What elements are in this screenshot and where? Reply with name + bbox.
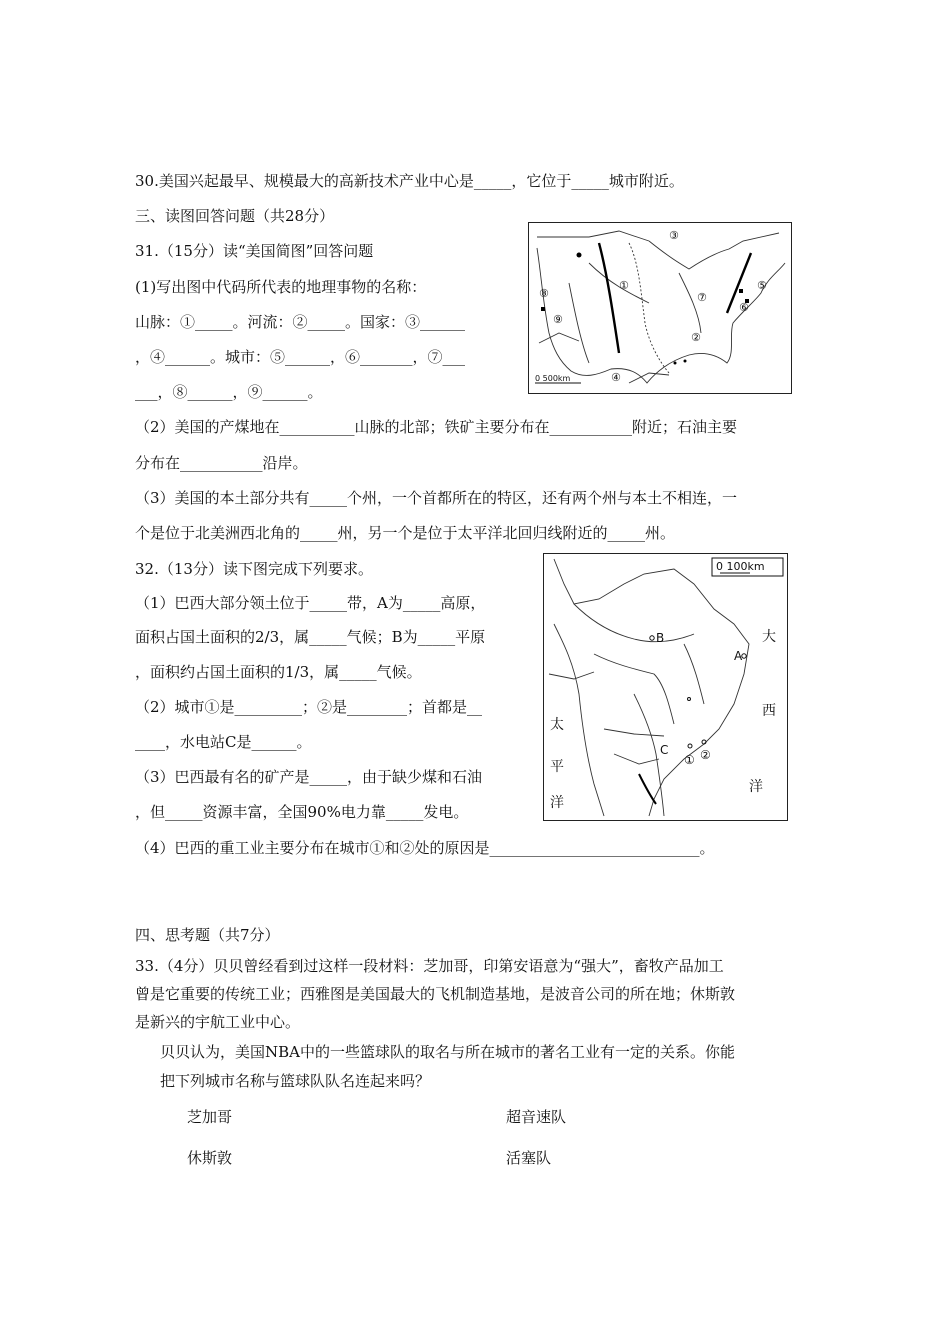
q31-line-8: 个是位于北美洲西北角的_____州，另一个是位于太平洋北回归线附近的_____州。 (135, 524, 676, 542)
city-marker (739, 289, 743, 293)
usa-map (528, 222, 792, 394)
point-b-marker (650, 636, 654, 640)
q32-line-1: （1）巴西大部分领土位于_____带，A为_____高原， (135, 594, 486, 612)
team-pistons: 活塞队 (506, 1149, 552, 1167)
pacific-label-3: 洋 (550, 795, 564, 811)
usa-label-2: ② (691, 331, 701, 344)
q31-line-4: ___，⑧______，⑨______。 (135, 383, 323, 401)
usa-label-3: ③ (669, 229, 679, 242)
city-marker (674, 362, 677, 365)
usa-label-1: ① (619, 279, 629, 292)
q32-line-2: 面积占国土面积的2/3，属_____气候；B为_____平原 (135, 628, 486, 646)
city-marker (577, 253, 582, 258)
q33-line-4: 贝贝认为，美国NBA中的一些篮球队的取名与所在城市的著名工业有一定的关系。你能 (160, 1043, 735, 1061)
section-3-heading: 三、读图回答问题（共28分） (135, 207, 335, 225)
q32-line-3: ，面积约占国土面积的1/3，属_____气候。 (135, 663, 422, 681)
city-chicago: 芝加哥 (187, 1108, 233, 1126)
point-a-label: A (734, 649, 743, 663)
q33-line-2: 曾是它重要的传统工业；西雅图是美国最大的飞机制造基地，是波音公司的所在地；休斯敦 (135, 985, 736, 1003)
q32-line-6: （3）巴西最有名的矿产是_____，由于缺少煤和石油 (135, 768, 483, 786)
q33-line-1: 33.（4分）贝贝曾经看到过这样一段材料：芝加哥，印第安语意为“强大”，畜牧产品加工 (135, 957, 724, 975)
team-supersonics: 超音速队 (506, 1108, 567, 1126)
q32-title: 32.（13分）读下图完成下列要求。 (135, 560, 373, 578)
city-1-label: ① (684, 753, 695, 767)
city-houston: 休斯敦 (187, 1149, 233, 1167)
point-a-marker (742, 654, 746, 658)
capital-marker (688, 698, 691, 701)
q32-line-8: （4）巴西的重工业主要分布在城市①和②处的原因是____________________________。 (135, 839, 715, 857)
q32-line-7: ，但_____资源丰富，全国90%电力靠_____发电。 (135, 803, 469, 821)
q33-line-5: 把下列城市名称与篮球队队名连起来吗？ (160, 1072, 431, 1090)
usa-label-9: ⑨ (553, 313, 563, 326)
city-marker (684, 360, 687, 363)
q31-line-2: 山脉：①_____。河流：②_____。国家：③______ (135, 313, 466, 331)
q31-line-5: （2）美国的产煤地在__________山脉的北部；铁矿主要分布在___________附近；石油主要 (135, 418, 738, 436)
station-c-label: C (660, 743, 669, 757)
city-1-marker (688, 744, 692, 748)
atlantic-label-2: 西 (762, 703, 776, 719)
brazil-map (543, 553, 788, 821)
q31-line-7: （3）美国的本土部分共有_____个州，一个首都所在的特区，还有两个州与本土不相连，一 (135, 489, 738, 507)
question-30: 30.美国兴起最早、规模最大的高新技术产业中心是_____，它位于_____城市附近。 (135, 172, 684, 190)
q31-line-6: 分布在___________沿岸。 (135, 454, 308, 472)
usa-label-4: ④ (611, 371, 621, 384)
atlantic-label-3: 洋 (749, 779, 763, 795)
q31-title: 31.（15分）读“美国简图”回答问题 (135, 242, 374, 260)
brazil-scale-label: 0 100km (716, 560, 765, 573)
usa-label-7: ⑦ (697, 291, 707, 304)
atlantic-label-1: 大 (762, 629, 776, 645)
usa-map-drawing (529, 223, 791, 393)
usa-label-6: ⑥ (739, 301, 749, 314)
rocky-mountains-line (599, 243, 619, 353)
usa-scale-label: 0 500km (535, 374, 571, 383)
q32-line-4: （2）城市①是_________；②是________；首都是__ (135, 698, 483, 716)
q32-line-5: ____，水电站C是______。 (135, 733, 312, 751)
city-marker (541, 307, 545, 311)
q33-line-3: 是新兴的宇航工业中心。 (135, 1013, 301, 1031)
section-4-heading: 四、思考题（共7分） (135, 926, 280, 944)
pacific-label-2: 平 (550, 759, 564, 775)
point-b-label: B (656, 631, 665, 645)
q31-line-1: (1)写出图中代码所代表的地理事物的名称： (135, 278, 427, 296)
q31-line-3: ，④______。城市：⑤______，⑥_______，⑦___ (135, 348, 466, 366)
pacific-label-1: 太 (550, 717, 564, 733)
usa-label-8: ⑧ (539, 287, 549, 300)
usa-label-5: ⑤ (757, 279, 767, 292)
city-2-label: ② (700, 748, 711, 762)
